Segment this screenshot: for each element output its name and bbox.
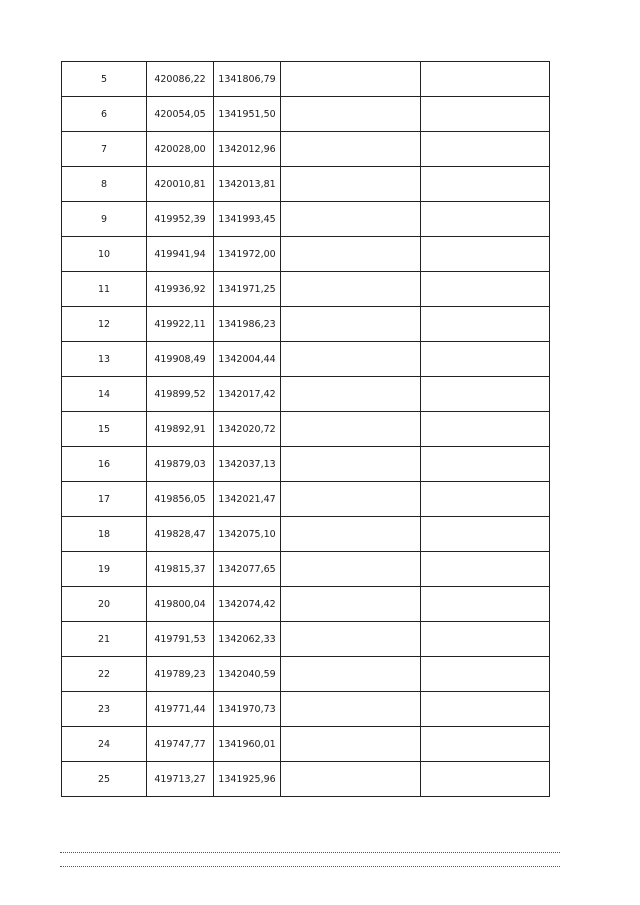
x-coordinate-cell: 419908,49 [147, 342, 214, 377]
empty-cell [421, 237, 550, 272]
table-row [62, 552, 550, 587]
dotted-separator-line [60, 852, 560, 853]
x-coordinate-cell: 419952,39 [147, 202, 214, 237]
empty-cell [421, 377, 550, 412]
y-coordinate-cell: 1341925,96 [214, 762, 281, 797]
empty-cell [281, 447, 421, 482]
empty-cell [281, 657, 421, 692]
empty-cell [281, 587, 421, 622]
empty-cell [421, 727, 550, 762]
y-coordinate-cell: 1342040,59 [214, 657, 281, 692]
y-coordinate-cell: 1342020,72 [214, 412, 281, 447]
empty-cell [421, 692, 550, 727]
x-coordinate-cell: 419892,91 [147, 412, 214, 447]
empty-cell [281, 762, 421, 797]
y-coordinate-cell: 1342074,42 [214, 587, 281, 622]
y-coordinate-cell: 1341993,45 [214, 202, 281, 237]
point-number-cell: 24 [62, 727, 147, 762]
y-coordinate-cell: 1342037,13 [214, 447, 281, 482]
y-coordinate-cell: 1342075,10 [214, 517, 281, 552]
x-coordinate-cell: 419941,94 [147, 237, 214, 272]
y-coordinate-cell: 1342017,42 [214, 377, 281, 412]
empty-cell [281, 517, 421, 552]
table-row [62, 272, 550, 307]
y-coordinate-cell: 1342012,96 [214, 132, 281, 167]
point-number-cell: 23 [62, 692, 147, 727]
point-number-cell: 6 [62, 97, 147, 132]
table-row [62, 657, 550, 692]
coordinates-table-body [62, 62, 550, 797]
table-row [62, 97, 550, 132]
x-coordinate-cell: 420086,22 [147, 62, 214, 97]
x-coordinate-cell: 419879,03 [147, 447, 214, 482]
empty-cell [421, 517, 550, 552]
y-coordinate-cell: 1341960,01 [214, 727, 281, 762]
table-row [62, 342, 550, 377]
y-coordinate-cell: 1342004,44 [214, 342, 281, 377]
table-row [62, 62, 550, 97]
point-number-cell: 12 [62, 307, 147, 342]
y-coordinate-cell: 1341972,00 [214, 237, 281, 272]
empty-cell [421, 552, 550, 587]
x-coordinate-cell: 419800,04 [147, 587, 214, 622]
empty-cell [281, 552, 421, 587]
point-number-cell: 22 [62, 657, 147, 692]
x-coordinate-cell: 419828,47 [147, 517, 214, 552]
table-row [62, 727, 550, 762]
empty-cell [421, 167, 550, 202]
table-row [62, 167, 550, 202]
point-number-cell: 25 [62, 762, 147, 797]
empty-cell [281, 412, 421, 447]
point-number-cell: 20 [62, 587, 147, 622]
table-row [62, 237, 550, 272]
x-coordinate-cell: 419936,92 [147, 272, 214, 307]
point-number-cell: 18 [62, 517, 147, 552]
empty-cell [421, 657, 550, 692]
empty-cell [281, 62, 421, 97]
empty-cell [421, 132, 550, 167]
empty-cell [281, 727, 421, 762]
point-number-cell: 11 [62, 272, 147, 307]
point-number-cell: 16 [62, 447, 147, 482]
table-row [62, 762, 550, 797]
empty-cell [281, 692, 421, 727]
point-number-cell: 7 [62, 132, 147, 167]
empty-cell [421, 62, 550, 97]
x-coordinate-cell: 419856,05 [147, 482, 214, 517]
table-row [62, 622, 550, 657]
y-coordinate-cell: 1342062,33 [214, 622, 281, 657]
dotted-separator-line [60, 866, 560, 867]
table-row [62, 377, 550, 412]
empty-cell [281, 202, 421, 237]
empty-cell [421, 622, 550, 657]
empty-cell [281, 132, 421, 167]
x-coordinate-cell: 420054,05 [147, 97, 214, 132]
y-coordinate-cell: 1341986,23 [214, 307, 281, 342]
point-number-cell: 10 [62, 237, 147, 272]
coordinates-table [61, 61, 550, 797]
empty-cell [421, 447, 550, 482]
x-coordinate-cell: 419771,44 [147, 692, 214, 727]
point-number-cell: 9 [62, 202, 147, 237]
empty-cell [281, 377, 421, 412]
empty-cell [421, 587, 550, 622]
x-coordinate-cell: 419815,37 [147, 552, 214, 587]
table-row [62, 412, 550, 447]
y-coordinate-cell: 1341951,50 [214, 97, 281, 132]
x-coordinate-cell: 419791,53 [147, 622, 214, 657]
x-coordinate-cell: 419747,77 [147, 727, 214, 762]
x-coordinate-cell: 419713,27 [147, 762, 214, 797]
empty-cell [281, 622, 421, 657]
empty-cell [421, 202, 550, 237]
x-coordinate-cell: 420010,81 [147, 167, 214, 202]
y-coordinate-cell: 1342021,47 [214, 482, 281, 517]
table-row [62, 132, 550, 167]
point-number-cell: 8 [62, 167, 147, 202]
table-row [62, 517, 550, 552]
empty-cell [421, 482, 550, 517]
empty-cell [281, 307, 421, 342]
point-number-cell: 19 [62, 552, 147, 587]
empty-cell [281, 272, 421, 307]
y-coordinate-cell: 1342077,65 [214, 552, 281, 587]
table-row [62, 692, 550, 727]
table-row [62, 587, 550, 622]
empty-cell [281, 237, 421, 272]
point-number-cell: 13 [62, 342, 147, 377]
x-coordinate-cell: 419789,23 [147, 657, 214, 692]
point-number-cell: 17 [62, 482, 147, 517]
y-coordinate-cell: 1341806,79 [214, 62, 281, 97]
table-row [62, 482, 550, 517]
empty-cell [421, 342, 550, 377]
empty-cell [421, 272, 550, 307]
point-number-cell: 14 [62, 377, 147, 412]
y-coordinate-cell: 1341971,25 [214, 272, 281, 307]
y-coordinate-cell: 1341970,73 [214, 692, 281, 727]
table-row [62, 447, 550, 482]
point-number-cell: 5 [62, 62, 147, 97]
point-number-cell: 15 [62, 412, 147, 447]
x-coordinate-cell: 420028,00 [147, 132, 214, 167]
point-number-cell: 21 [62, 622, 147, 657]
x-coordinate-cell: 419922,11 [147, 307, 214, 342]
y-coordinate-cell: 1342013,81 [214, 167, 281, 202]
table-row [62, 202, 550, 237]
empty-cell [281, 482, 421, 517]
empty-cell [421, 412, 550, 447]
empty-cell [421, 97, 550, 132]
table-row [62, 307, 550, 342]
empty-cell [281, 97, 421, 132]
empty-cell [421, 762, 550, 797]
empty-cell [281, 342, 421, 377]
x-coordinate-cell: 419899,52 [147, 377, 214, 412]
empty-cell [281, 167, 421, 202]
empty-cell [421, 307, 550, 342]
